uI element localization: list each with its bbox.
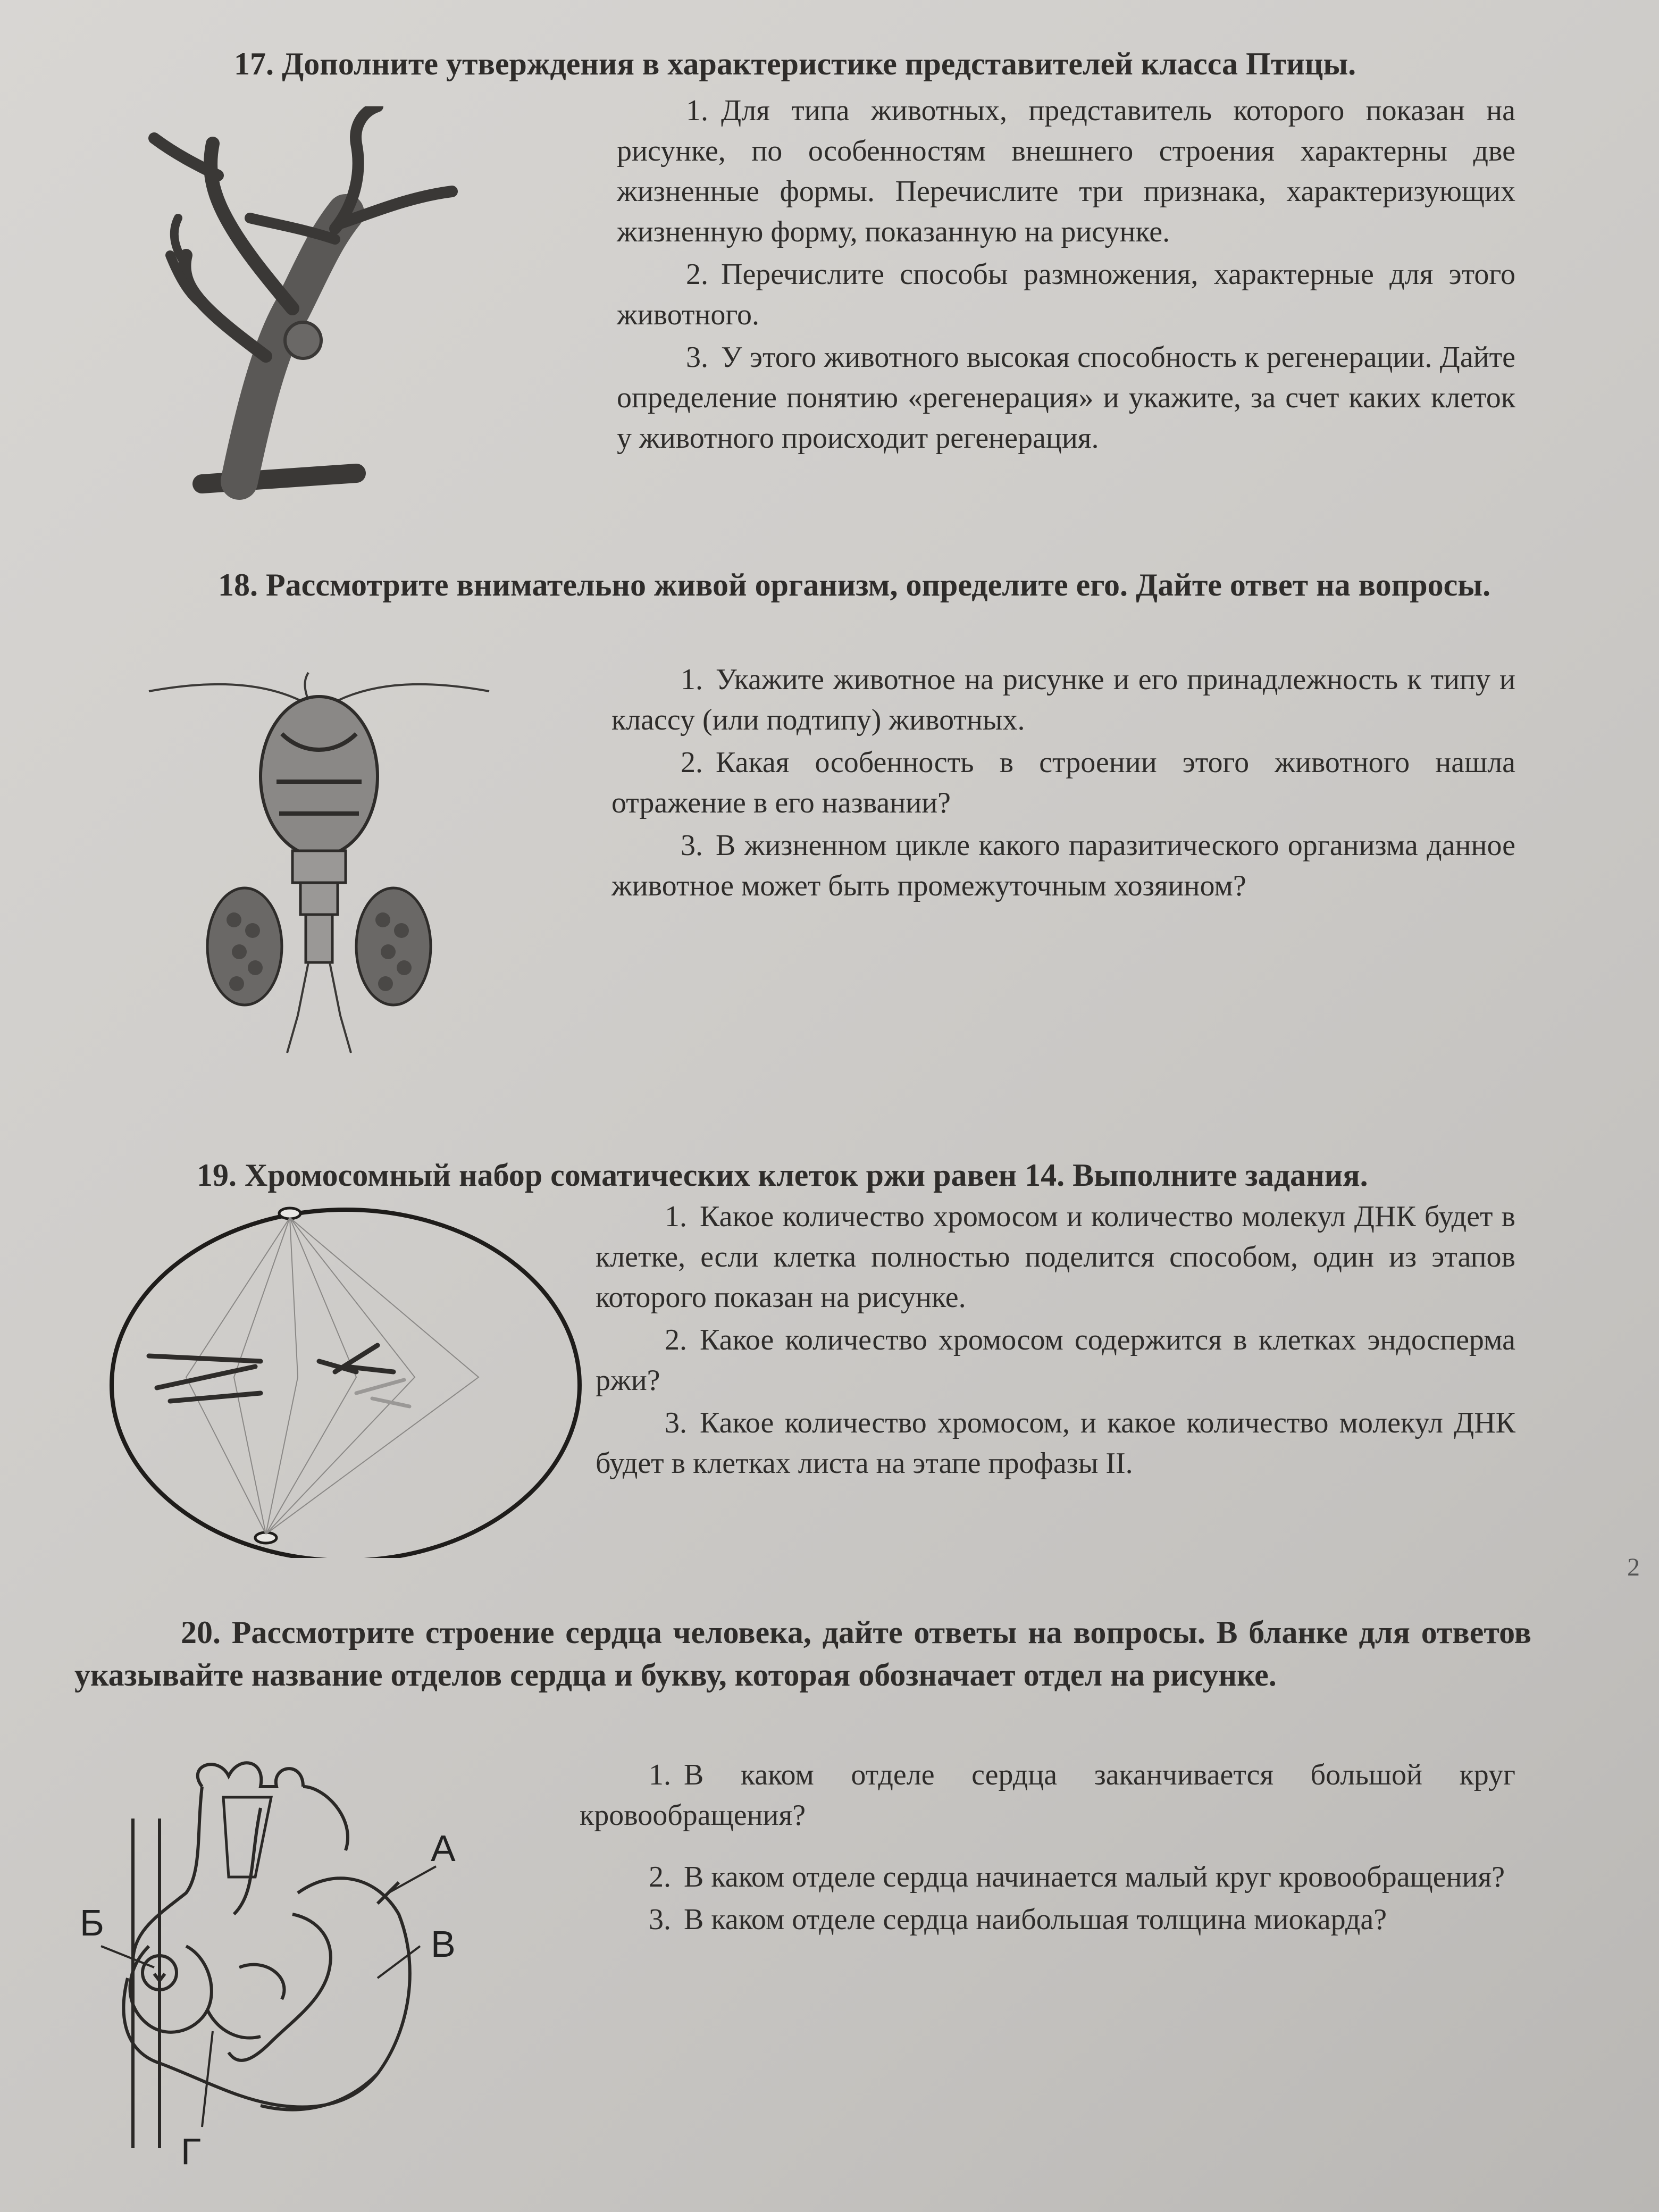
cyclops-illustration: [144, 670, 495, 1085]
task-18-title-text: Рассмотрите внимательно живой организм, определите его. Дайте ответ на вопросы.: [266, 567, 1491, 602]
task-19-question-2: 2. Какое количество хромосом содержится в клетках эндосперма ржи?: [596, 1323, 1515, 1397]
task-19-number: 19.: [197, 1158, 237, 1193]
task-18-question-3: 3. В жизненном цикле какого паразитического организма данное животное может быть промежуточным хозяином?: [611, 829, 1515, 902]
page-mark: 2: [1627, 1553, 1640, 1581]
task-18-title: [117, 564, 1531, 606]
task-17-question-2: 2. Перечислите способы размножения, характерные для этого животного.: [617, 258, 1515, 331]
task-19-title: [197, 1154, 1542, 1196]
task-19-questions: [596, 1196, 1515, 1486]
heart-label-a: А: [431, 1828, 456, 1869]
cell-division-illustration: [106, 1196, 585, 1558]
task-17-title: [234, 43, 1510, 85]
task-18-question-1: 1. Укажите животное на рисунке и его принадлежность к типу и классу (или подтипу) животных.: [611, 663, 1515, 736]
task-19-question-1: 1. Какое количество хромосом и количество молекул ДНК будет в клетке, если клетка полностью поделится способом, один из этапов которого показан на рисунке.: [596, 1200, 1515, 1314]
task-20-questions: [580, 1755, 1515, 1942]
task-19-question-3: 3. Какое количество хромосом, и какое количество молекул ДНК будет в клетках листа на этапе профазы II.: [596, 1406, 1515, 1480]
task-17-number: 17.: [234, 46, 274, 81]
task-17-question-1: 1. Для типа животных, представитель которого показан на рисунке, по особенностям внешнего строения характерны две жизненные формы. Перечислите три признака, характеризующих жизненную форму, показанную на рисунке.: [617, 94, 1515, 248]
task-20-question-2: 2. В каком отделе сердца начинается малый круг кровообращения?: [649, 1861, 1505, 1893]
task-17-title-text: Дополните утверждения в характеристике представителей класса Птицы.: [282, 46, 1356, 81]
heart-label-g: Г: [181, 2131, 201, 2169]
heart-label-v: В: [431, 1923, 456, 1965]
task-18-number: 18.: [218, 567, 258, 602]
task-20-question-3: 3. В каком отделе сердца наибольшая толщина миокарда?: [649, 1903, 1387, 1936]
task-20-number: 20.: [181, 1615, 221, 1650]
task-18-question-2: 2. Какая особенность в строении этого животного нашла отражение в его названии?: [611, 746, 1515, 819]
heart-label-b: Б: [80, 1902, 104, 1943]
task-17-questions: [617, 90, 1515, 460]
hydra-illustration: [133, 106, 505, 500]
heart-diagram: [80, 1755, 484, 2169]
task-18-questions: [611, 659, 1515, 908]
task-20-title-text: Рассмотрите строение сердца человека, дайте ответы на вопросы. В бланке для ответов указывайте название отделов сердца и букву, которая обозначает отдел на рисунке.: [74, 1615, 1532, 1692]
task-20-question-1: 1. В каком отделе сердца заканчивается большой круг кровообращения?: [580, 1758, 1515, 1832]
task-19-title-text: Хромосомный набор соматических клеток ржи равен 14. Выполните задания.: [245, 1158, 1368, 1193]
task-20-title: [74, 1611, 1531, 1696]
task-17-question-3: 3. У этого животного высокая способность к регенерации. Дайте определение понятию «регенерация» и укажите, за счет каких клеток у животного происходит регенерация.: [617, 341, 1515, 455]
